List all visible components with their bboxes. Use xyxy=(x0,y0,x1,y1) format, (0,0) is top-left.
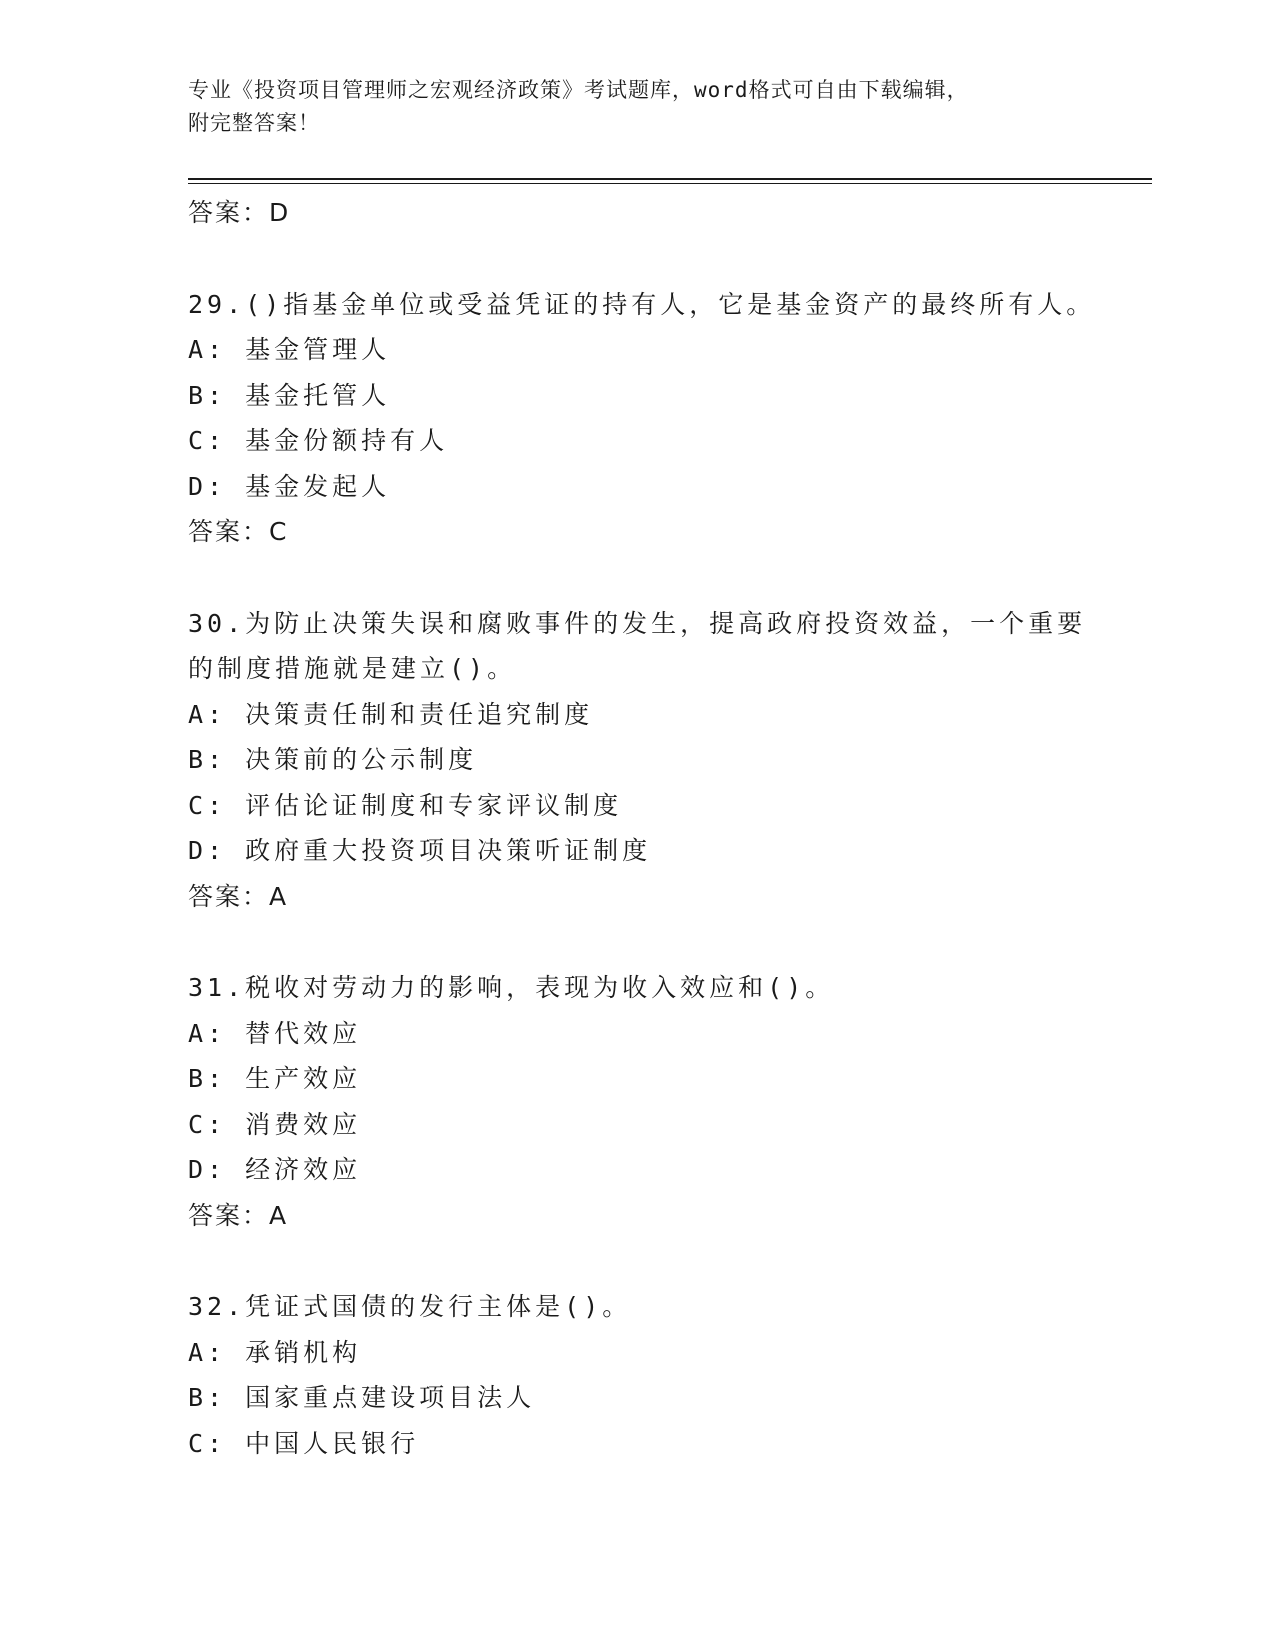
question-text-line-2: 的制度措施就是建立()。 xyxy=(188,654,517,683)
header-divider-thick xyxy=(188,178,1152,180)
answer-label: 答案：C xyxy=(188,517,289,546)
option-a: A: 替代效应 xyxy=(188,1018,362,1048)
option-d: D: 政府重大投资项目决策听证制度 xyxy=(188,836,652,865)
question-text: 31.税收对劳动力的影响，表现为收入效应和()。 xyxy=(188,973,835,1002)
question-32 xyxy=(188,1284,1128,1466)
option-c: C: 中国人民银行 xyxy=(188,1428,420,1458)
header-line-1: 专业《投资项目管理师之宏观经济政策》考试题库，word格式可自由下载编辑， xyxy=(188,78,969,102)
option-b: B: 国家重点建设项目法人 xyxy=(188,1383,536,1412)
document-header xyxy=(188,74,1068,140)
previous-answer: 答案：D xyxy=(188,198,291,227)
question-text-line-1: 30.为防止决策失误和腐败事件的发生，提高政府投资效益，一个重要 xyxy=(188,608,1087,638)
option-b: B: 生产效应 xyxy=(188,1064,362,1093)
header-line-2: 附完整答案！ xyxy=(188,111,320,135)
answer-label: 答案：A xyxy=(188,1200,289,1230)
option-a: A: 基金管理人 xyxy=(188,335,391,364)
option-c: C: 基金份额持有人 xyxy=(188,426,449,455)
question-31 xyxy=(188,965,1128,1238)
option-a: A: 决策责任制和责任追究制度 xyxy=(188,699,594,729)
option-b: B: 决策前的公示制度 xyxy=(188,745,478,774)
question-text: 29.()指基金单位或受益凭证的持有人，它是基金资产的最终所有人。 xyxy=(188,289,1096,319)
option-b: B: 基金托管人 xyxy=(188,380,391,410)
question-30 xyxy=(188,601,1128,920)
option-d: D: 经济效应 xyxy=(188,1155,362,1184)
option-d: D: 基金发起人 xyxy=(188,471,391,501)
option-c: C: 消费效应 xyxy=(188,1109,362,1139)
question-29 xyxy=(188,282,1128,555)
answer-label: 答案：A xyxy=(188,881,289,911)
option-a: A: 承销机构 xyxy=(188,1337,362,1367)
question-text: 32.凭证式国债的发行主体是()。 xyxy=(188,1292,632,1321)
option-c: C: 评估论证制度和专家评议制度 xyxy=(188,790,623,820)
header-divider-thin xyxy=(188,183,1152,184)
question-list xyxy=(188,186,1128,1466)
